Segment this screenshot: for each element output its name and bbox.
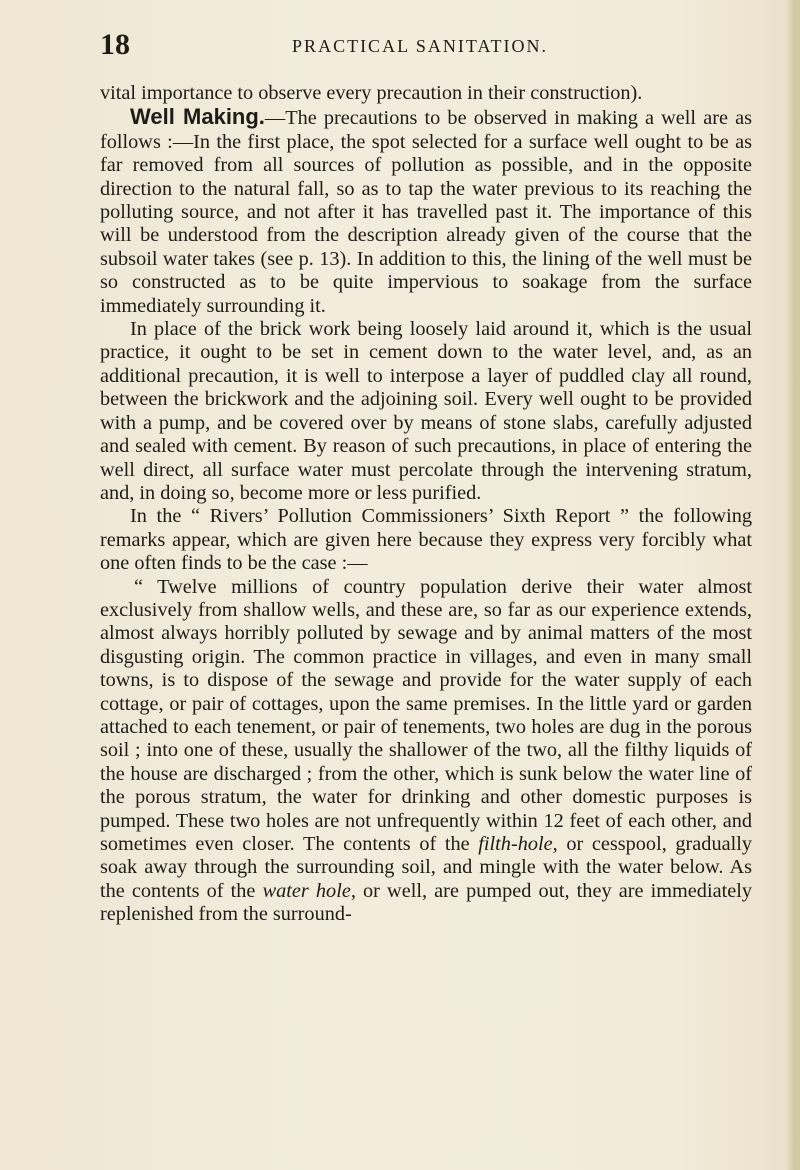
page-edge-shadow xyxy=(786,0,800,1170)
paragraph-brickwork: In place of the brick work being loosely laid around it, which is the usual practice, it ought to be set in cement down to the water level, and, as an additional precaution, it is well to interpose a layer of puddled clay all round, between the brickwork and the adjoining soil. Every well ought to be provided with a pump, and be covered over by means of stone slabs, carefully adjusted and sealed with cement. By reason of such precautions, in place of entering the well direct, all surface water must percolate through the intervening stratum, and, in doing so, become more or less purified. xyxy=(100,318,752,504)
paragraph-continuation: vital importance to observe every precaution in their construction). xyxy=(100,82,643,104)
running-head: PRACTICAL SANITATION. xyxy=(292,36,548,56)
page-number: 18 xyxy=(100,28,130,61)
quote-text-a: “ Twelve millions of country population derive their water almost exclusively from shallow wells, and these are, so far as our experience extends, almost always horribly polluted by sewage and by animal matters of the most disgusting origin. The common practice in villages, and even in many small towns, is to dispose of the sewage and provide for the water supply of each cottage, or pair of cottages, upon the same premises. In the little yard or garden attached to each tenement, or pair of tenements, two holes are dug in the porous soil ; into one of these, usually the shallower of the two, all the filthy liquids of the house are discharged ; from the other, which is sunk below the water line of the porous stratum, the water for drinking and other domestic purposes is pumped. These two holes are not unfrequently within 12 feet of each other, and sometimes even closer. The contents of the xyxy=(100,575,752,855)
page-header xyxy=(100,28,740,64)
paragraph-well-making xyxy=(100,105,752,318)
paragraph-text: —The precautions to be observed in making a well are as follows :—In the first place, the spot selected for a surface well ought to be as far removed from all sources of pollution as possible, and in the opposite direction to the natural fall, so as to tap the water previous to its reaching the polluting source, and not after it has travelled past it. The importance of this will be understood from the description already given of the course that the subsoil water takes (see p. 13). In addition to this, the lining of the well must be so constructed as to be quite impervious to soakage from the surface immediately surrounding it. xyxy=(100,107,752,317)
paragraph-rivers-report: In the “ Rivers’ Pollution Commissioners’ Sixth Report ” the following remarks appear, which are given here because they express very forcibly what one often finds to be the case :— xyxy=(100,505,752,575)
body-text xyxy=(100,82,752,927)
quote-text-c: , or well, are pumped out, they are immediately replenished from the surround- xyxy=(100,879,752,926)
paragraph-quotation xyxy=(100,576,752,927)
section-heading: Well Making. xyxy=(130,104,265,130)
quote-text-b: , or cesspool, gradually soak away through the surrounding soil, and mingle with the water below. As the contents of the xyxy=(100,833,752,902)
quote-italic-water-hole: water hole xyxy=(262,879,351,902)
quote-italic-filth-hole: filth-hole xyxy=(478,833,553,855)
